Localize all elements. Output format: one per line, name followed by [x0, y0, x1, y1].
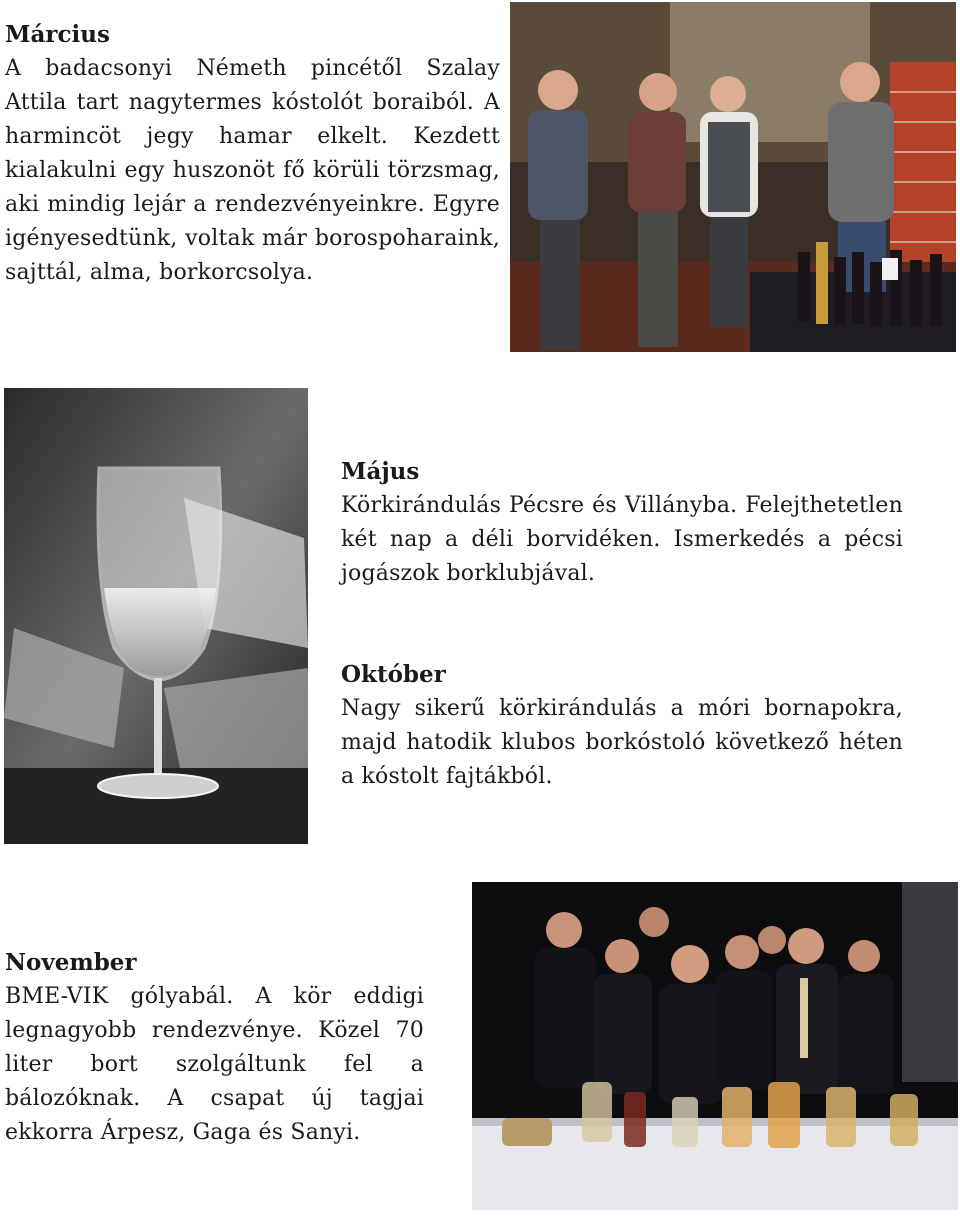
section-oktober — [341, 658, 903, 794]
photo-wine-glass — [4, 388, 308, 844]
section-title: Március — [5, 21, 110, 48]
section-title: November — [5, 949, 137, 976]
section-majus — [341, 455, 903, 591]
section-text: BME-VIK gólyabál. A kör eddigi legnagyobb rendezvénye. Közel 70 liter bort szolgáltunk fel a bálozóknak. A csapat új tagjai ekkorra Árpesz, Gaga és Sanyi. — [5, 984, 424, 1145]
photo-team-at-table — [472, 882, 958, 1210]
section-title: Május — [341, 458, 420, 485]
photo-wine-tasting-group — [510, 2, 956, 352]
section-title: Október — [341, 661, 446, 688]
section-text: A badacsonyi Németh pincétől Szalay Attila tart nagytermes kóstolót boraiból. A harmincöt jegy hamar elkelt. Kezdett kialakulni egy huszonöt fő körüli törzsmag, aki mindig lejár a rendezvényeinkre. Egyre igényesedtünk, voltak már borospoharaink, sajttál, alma, borkorcsolya. — [5, 56, 500, 285]
section-marcius — [5, 18, 500, 290]
section-text: Körkirándulás Pécsre és Villányba. Felejthetetlen két nap a déli borvidéken. Ismerkedés a pécsi jogászok borklubjával. — [341, 493, 903, 586]
section-text: Nagy sikerű körkirándulás a móri bornapokra, majd hatodik klubos borkóstoló következő héten a kóstolt fajtákból. — [341, 696, 903, 789]
section-november — [5, 946, 424, 1150]
